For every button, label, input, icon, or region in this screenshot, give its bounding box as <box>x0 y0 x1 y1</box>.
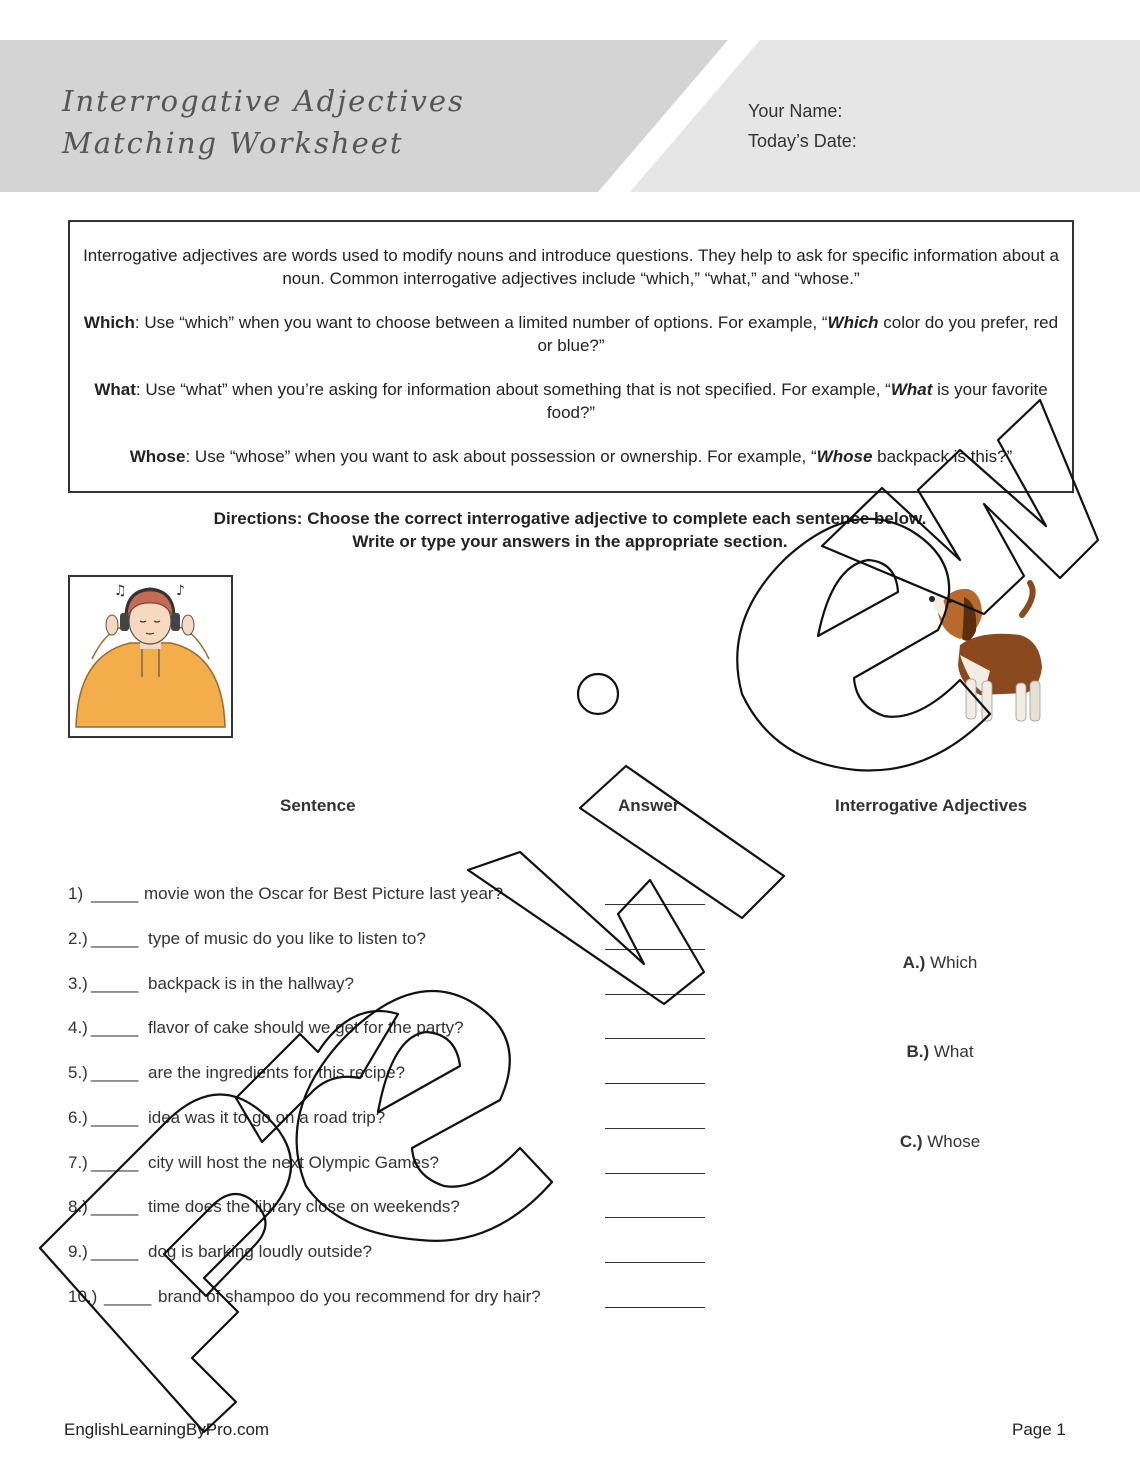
question-text: type of music do you like to listen to? <box>148 929 426 948</box>
svg-text:♪: ♪ <box>176 583 185 599</box>
question-number: 4.) <box>68 1018 88 1037</box>
beagle-dog-illustration <box>920 575 1060 735</box>
footer-page-number: Page 1 <box>1012 1420 1066 1439</box>
question-blank: _____ <box>91 974 139 993</box>
question-row <box>68 1197 708 1221</box>
date-label: Today’s Date: <box>748 131 857 151</box>
question-blank: _____ <box>91 1108 139 1127</box>
whose-term: Whose <box>129 447 186 466</box>
question-blank: _____ <box>104 1287 152 1306</box>
question-text: flavor of cake should we get for the party? <box>148 1018 464 1037</box>
directions-line-2: Write or type your answers in the appropriate section. <box>352 532 788 551</box>
option-word: Whose <box>927 1132 981 1151</box>
question-number: 10.) <box>68 1287 98 1306</box>
question-blank: _____ <box>91 1063 139 1082</box>
sentence-column-header: Sentence <box>280 796 356 815</box>
question-number: 6.) <box>68 1108 88 1127</box>
intro-paragraph: Interrogative adjectives are words used to modify nouns and introduce questions. They help to ask for specific information about a noun. Common interrogative adjectives include “which,” “what,” and “whose.” <box>83 246 1059 288</box>
person-headphones-icon <box>70 577 231 736</box>
question-text: city will host the next Olympic Games? <box>148 1153 439 1172</box>
answer-line[interactable] <box>605 949 705 950</box>
svg-text:♫: ♫ <box>114 583 127 599</box>
question-blank: _____ <box>91 1197 139 1216</box>
question-row <box>68 1153 708 1177</box>
question-blank: _____ <box>91 884 139 903</box>
answer-line[interactable] <box>605 1038 705 1039</box>
question-row <box>68 1063 708 1087</box>
question-number: 8.) <box>68 1197 88 1216</box>
name-label: Your Name: <box>748 101 843 121</box>
option-a <box>860 953 1020 973</box>
answer-line[interactable] <box>605 904 705 905</box>
question-row <box>68 1018 708 1042</box>
dog-icon <box>920 575 1060 735</box>
question-text: movie won the Oscar for Best Picture last year? <box>144 884 504 903</box>
question-text: idea was it to go on a road trip? <box>148 1108 386 1127</box>
question-text: backpack is in the hallway? <box>148 974 355 993</box>
answer-line[interactable] <box>605 1173 705 1174</box>
whose-example-word: Whose <box>816 447 873 466</box>
question-row <box>68 884 708 908</box>
question-text: are the ingredients for this recipe? <box>148 1063 406 1082</box>
explanation-box <box>68 220 1074 493</box>
footer-website: EnglishLearningByPro.com <box>64 1420 270 1439</box>
option-word: Which <box>930 953 978 972</box>
directions-line-1: Directions: Choose the correct interrogative adjective to complete each sentence below. <box>213 509 927 528</box>
question-row <box>68 1242 708 1266</box>
title-line-1: Interrogative Adjectives <box>62 84 465 118</box>
question-row <box>68 1287 708 1311</box>
answer-line[interactable] <box>605 1262 705 1263</box>
question-blank: _____ <box>91 1018 139 1037</box>
question-row <box>68 1108 708 1132</box>
which-paragraph: Which: Use “which” when you want to choose between a limited number of options. For example, “Which color do you prefer, red or blue?” <box>83 313 1059 355</box>
question-blank: _____ <box>91 1153 139 1172</box>
question-number: 3.) <box>68 974 88 993</box>
worksheet-title <box>62 80 465 164</box>
answer-column-header: Answer <box>618 796 680 815</box>
adjectives-column-header: Interrogative Adjectives <box>835 796 1028 815</box>
answer-line[interactable] <box>605 1083 705 1084</box>
which-example-word: Which <box>827 313 879 332</box>
answer-line[interactable] <box>605 1128 705 1129</box>
answer-line[interactable] <box>605 994 705 995</box>
question-text: brand of shampoo do you recommend for dry hair? <box>158 1287 541 1306</box>
question-number: 9.) <box>68 1242 88 1261</box>
question-row <box>68 974 708 998</box>
option-letter: A.) <box>902 953 926 972</box>
what-term: What <box>94 380 136 399</box>
answer-line[interactable] <box>605 1217 705 1218</box>
question-text: time does the library close on weekends? <box>148 1197 460 1216</box>
what-example-word: What <box>890 380 933 399</box>
option-word: What <box>933 1042 974 1061</box>
title-line-2: Matching Worksheet <box>62 126 404 160</box>
question-number: 7.) <box>68 1153 88 1172</box>
option-b <box>860 1042 1020 1062</box>
question-text: dog is barking loudly outside? <box>148 1242 372 1261</box>
question-blank: _____ <box>91 1242 139 1261</box>
option-letter: B.) <box>906 1042 930 1061</box>
whose-paragraph: Whose: Use “whose” when you want to ask about possession or ownership. For example, “Whose backpack is this?” <box>129 447 1013 466</box>
listening-person-illustration <box>68 575 233 738</box>
question-number: 1) <box>68 884 84 903</box>
directions <box>0 507 1140 553</box>
which-term: Which <box>83 313 135 332</box>
option-c <box>860 1132 1020 1152</box>
question-number: 2.) <box>68 929 88 948</box>
option-letter: C.) <box>899 1132 923 1151</box>
answer-line[interactable] <box>605 1307 705 1308</box>
what-paragraph: What: Use “what” when you’re asking for information about something that is not specified. For example, “What is your favorite food?” <box>94 380 1048 422</box>
question-number: 5.) <box>68 1063 88 1082</box>
question-blank: _____ <box>91 929 139 948</box>
question-row <box>68 929 708 953</box>
name-date-fields <box>748 96 857 156</box>
